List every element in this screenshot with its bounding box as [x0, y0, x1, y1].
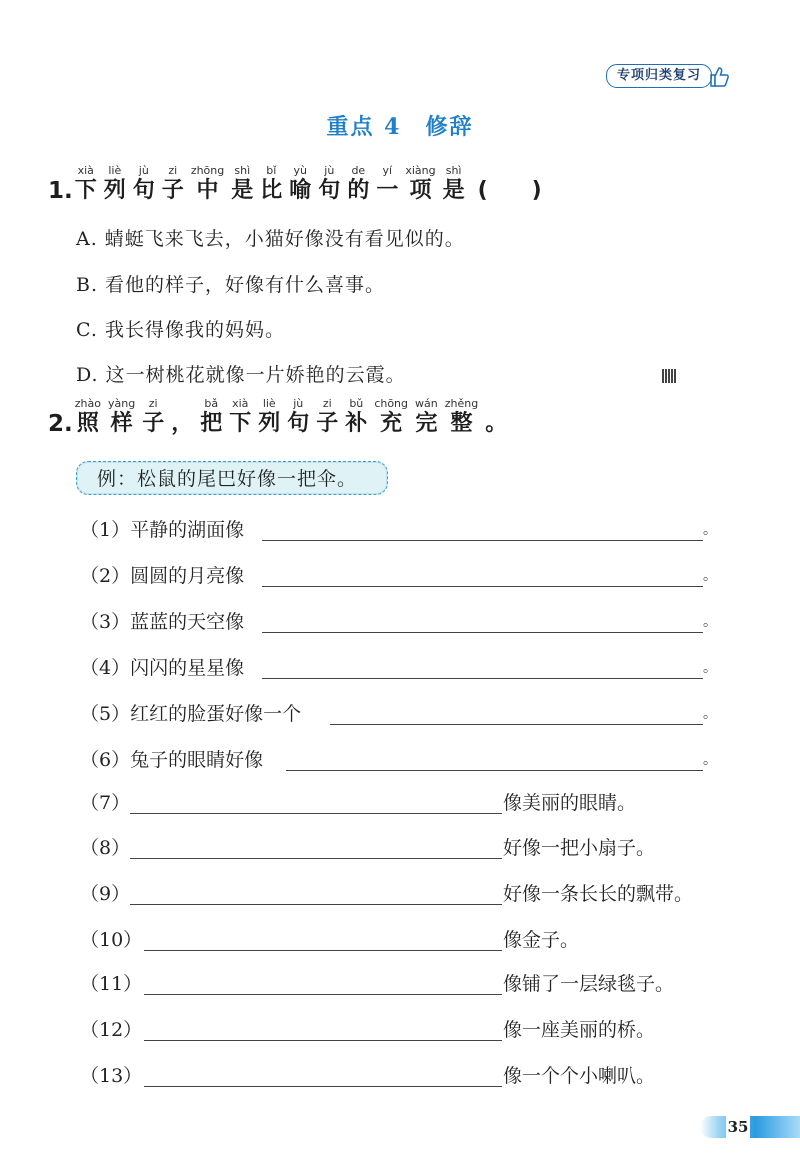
answer-line[interactable] [330, 724, 703, 725]
fill-in-item [80, 653, 720, 683]
item-tail: 像铺了一层绿毯子。 [503, 973, 675, 995]
hanzi: 句 [287, 411, 310, 436]
ruby-character [376, 164, 398, 204]
item-tail: 像金子。 [503, 929, 580, 951]
ruby-character [347, 164, 369, 204]
pinyin: wán [415, 397, 438, 410]
ruby-character [229, 397, 251, 437]
pinyin: yù [293, 164, 308, 177]
hanzi: 句 [318, 178, 341, 203]
hanzi: 项 [409, 178, 432, 203]
pinyin: zi [148, 397, 158, 410]
item-tail: 好像一条长长的飘带。 [503, 883, 694, 905]
period-mark: 。 [703, 752, 717, 768]
item-number: （11） [80, 973, 143, 995]
pinyin: zi [322, 397, 332, 410]
ruby-character [445, 397, 478, 437]
hanzi: 子 [161, 178, 184, 203]
hanzi: ， [171, 411, 194, 436]
ruby-character [162, 164, 184, 204]
fill-in-item [80, 925, 720, 955]
fill-in-item [80, 833, 720, 863]
hanzi: 完 [415, 411, 438, 436]
pinyin: zhěng [444, 397, 479, 410]
ruby-character [104, 164, 126, 204]
hanzi: 子 [316, 411, 339, 436]
hanzi: 下 [229, 411, 252, 436]
item-tail: 像一个个小喇叭。 [503, 1065, 656, 1087]
item-prompt: （2）圆圆的月亮像 [80, 565, 245, 587]
period-mark: 。 [703, 568, 717, 584]
ruby-character [443, 164, 465, 204]
item-number: （9） [80, 883, 131, 905]
qr-code-icon [662, 369, 676, 383]
item-number: （13） [80, 1065, 143, 1087]
pinyin: liè [262, 397, 276, 410]
answer-line[interactable] [144, 1086, 502, 1087]
period-mark: 。 [703, 706, 717, 722]
item-prompt: （1）平静的湖面像 [80, 519, 245, 541]
answer-line[interactable] [144, 1040, 502, 1041]
section-tag: 专项归类复习 [606, 64, 712, 88]
ruby-character [258, 397, 280, 437]
question-2-heading [48, 397, 514, 437]
fill-in-item [80, 1061, 720, 1091]
hanzi: 下 [74, 178, 97, 203]
hanzi: 喻 [289, 178, 312, 203]
ruby-character [289, 164, 311, 204]
answer-line[interactable] [130, 813, 502, 814]
answer-line[interactable] [286, 770, 703, 771]
item-number: （12） [80, 1019, 143, 1041]
item-number: （10） [80, 929, 143, 951]
pinyin: yí [382, 164, 393, 177]
pinyin: xià [77, 164, 94, 177]
question-number: 1. [48, 178, 73, 204]
hanzi: 是 [442, 178, 465, 203]
answer-line[interactable] [144, 994, 502, 995]
pinyin: xià [232, 397, 249, 410]
pinyin: jù [324, 164, 335, 177]
hanzi: 是 [231, 178, 254, 203]
ruby-character [485, 397, 507, 437]
ruby-character [374, 397, 408, 437]
hanzi: 的 [347, 178, 370, 203]
fill-in-item [80, 699, 720, 729]
hanzi: 中 [196, 178, 219, 203]
page-number: 35 [727, 1118, 749, 1136]
pinyin: jù [138, 164, 149, 177]
ruby-character [318, 164, 340, 204]
period-mark: 。 [703, 522, 717, 538]
item-tail: 像一座美丽的桥。 [503, 1019, 656, 1041]
pinyin: zhōng [190, 164, 225, 177]
ruby-character [75, 397, 101, 437]
item-tail: 像美丽的眼睛。 [503, 792, 637, 814]
hanzi: 把 [200, 411, 223, 436]
pinyin: shì [234, 164, 251, 177]
fill-in-item [80, 607, 720, 637]
hanzi: 补 [345, 411, 368, 436]
pinyin: jù [293, 397, 304, 410]
fill-in-item [80, 879, 720, 909]
pinyin: bǐ [266, 164, 277, 177]
pinyin: zhào [74, 397, 101, 410]
item-number: （7） [80, 792, 131, 814]
hanzi: 充 [380, 411, 403, 436]
example-box: 例：松鼠的尾巴好像一把伞。 [76, 461, 388, 495]
ruby-character [287, 397, 309, 437]
item-prompt: （3）蓝蓝的天空像 [80, 611, 245, 633]
hanzi: 整 [450, 411, 473, 436]
ruby-character [133, 164, 155, 204]
pinyin: xiàng [405, 164, 436, 177]
ruby-character [260, 164, 282, 204]
answer-line[interactable] [262, 540, 703, 541]
pinyin: shì [445, 164, 462, 177]
ruby-character [142, 397, 164, 437]
item-prompt: （6）兔子的眼睛好像 [80, 749, 264, 771]
question-1-heading [48, 164, 586, 204]
answer-line[interactable] [144, 950, 502, 951]
question-number: 2. [48, 411, 73, 437]
pinyin: chōng [374, 397, 409, 410]
item-prompt: （4）闪闪的星星像 [80, 657, 245, 679]
ruby-character [231, 164, 253, 204]
hanzi: 句 [132, 178, 155, 203]
hanzi: 样 [110, 411, 133, 436]
item-tail: 好像一把小扇子。 [503, 837, 656, 859]
ruby-character [200, 397, 222, 437]
ruby-character [75, 164, 97, 204]
pinyin: bǔ [349, 397, 364, 410]
answer-line[interactable] [130, 904, 502, 905]
answer-blank-parentheses[interactable]: () [477, 178, 586, 203]
hanzi: 比 [260, 178, 283, 203]
fill-in-item [80, 515, 720, 545]
pinyin: yàng [107, 397, 136, 410]
hanzi: 。 [485, 411, 508, 436]
item-number: （8） [80, 837, 131, 859]
pinyin: zi [168, 164, 178, 177]
page-title: 重点 4 修辞 [326, 114, 474, 140]
period-mark: 。 [703, 614, 717, 630]
ruby-character [345, 397, 367, 437]
answer-line[interactable] [262, 678, 703, 679]
pinyin: de [351, 164, 366, 177]
ruby-character [415, 397, 438, 437]
hanzi: 一 [376, 178, 399, 203]
hanzi: 列 [103, 178, 126, 203]
answer-line[interactable] [262, 632, 703, 633]
thumbs-up-icon [708, 64, 730, 88]
fill-in-item [80, 745, 720, 775]
option-a: A. 蜻蜓飞来飞去，小猫好像没有看见似的。 [76, 228, 465, 250]
period-mark: 。 [703, 660, 717, 676]
hanzi: 列 [258, 411, 281, 436]
fill-in-item [80, 1015, 720, 1045]
pinyin: bǎ [204, 397, 219, 410]
option-b: B. 看他的样子，好像有什么喜事。 [76, 274, 386, 296]
ruby-character [108, 397, 135, 437]
option-d: D. 这一树桃花就像一片娇艳的云霞。 [76, 364, 406, 386]
answer-line[interactable] [130, 858, 502, 859]
ruby-character [191, 164, 224, 204]
fill-in-item [80, 788, 720, 818]
item-prompt: （5）红红的脸蛋好像一个 [80, 703, 302, 725]
fill-in-item [80, 561, 720, 591]
ruby-character [171, 397, 193, 437]
option-c: C. 我长得像我的妈妈。 [76, 319, 285, 341]
fill-in-item [80, 969, 720, 999]
ruby-character [316, 397, 338, 437]
ruby-character [405, 164, 435, 204]
answer-line[interactable] [262, 586, 703, 587]
pinyin: liè [108, 164, 122, 177]
hanzi: 子 [142, 411, 165, 436]
hanzi: 照 [76, 411, 99, 436]
page-number-bar [700, 1116, 800, 1138]
